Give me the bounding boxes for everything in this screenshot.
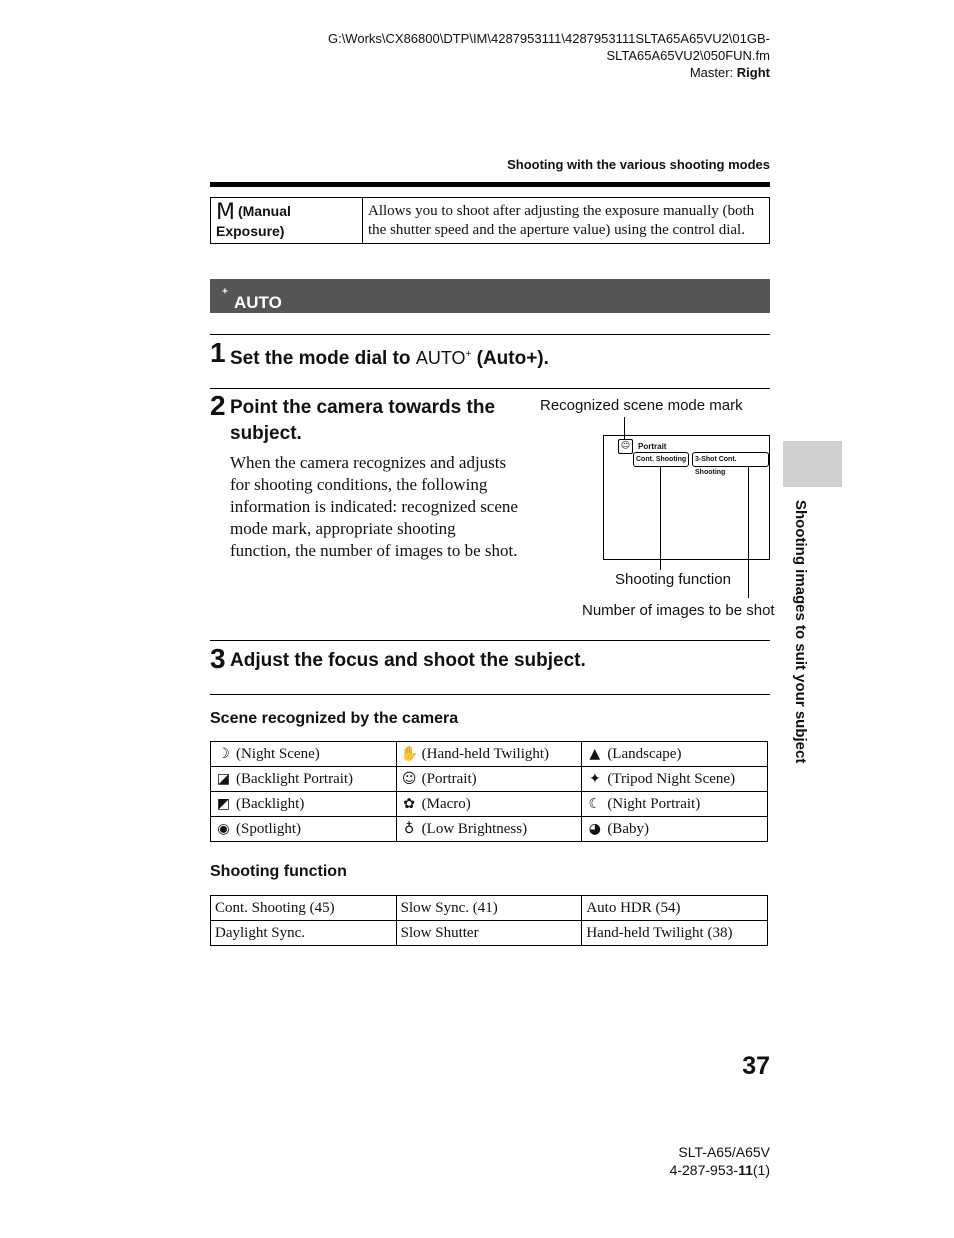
mode-description: Allows you to shoot after adjusting the exposure manually (both the shutter speed and the aperture value) using the control dial. <box>363 198 770 244</box>
table-cell <box>211 767 397 792</box>
low-brightness-icon: ♁ <box>404 820 415 837</box>
table-row <box>211 198 770 244</box>
landscape-icon: ▲ <box>589 745 601 762</box>
cell-label: (Spotlight) <box>236 820 302 837</box>
scene-table <box>210 741 768 842</box>
table-cell: Slow Sync. (41) <box>396 896 582 921</box>
step-divider <box>210 334 770 335</box>
step-1-text <box>230 342 549 372</box>
cell-label: (Night Portrait) <box>607 795 701 812</box>
cell-label: (Low Brightness) <box>421 820 528 837</box>
night-portrait-icon: ☾ <box>588 795 602 812</box>
table-cell <box>582 817 768 842</box>
cell-label: (Macro) <box>421 795 471 812</box>
model-number: SLT-A65/A65V <box>678 1144 770 1160</box>
table-cell: Slow Shutter <box>396 921 582 946</box>
code-revision: 11 <box>738 1162 753 1178</box>
table-cell: Cont. Shooting (45) <box>211 896 397 921</box>
cell-label: (Backlight Portrait) <box>236 770 354 787</box>
page-number: 37 <box>742 1052 770 1080</box>
table-cell <box>211 792 397 817</box>
table-row <box>211 792 768 817</box>
code-suffix: (1) <box>752 1162 770 1178</box>
master-value: Right <box>736 65 770 80</box>
auto-icon-label: AUTO <box>415 348 466 368</box>
leader-line <box>660 466 661 570</box>
master-line <box>328 64 770 81</box>
lcd-screen-illustration <box>603 435 770 560</box>
table-cell <box>582 767 768 792</box>
table-cell <box>396 742 582 767</box>
table-cell: Auto HDR (54) <box>582 896 768 921</box>
step-2-number: 2 <box>210 390 226 421</box>
table-cell <box>396 792 582 817</box>
cell-label: (Backlight) <box>236 795 305 812</box>
auto-plus-sup: + <box>222 286 228 298</box>
function-heading: Shooting function <box>210 863 347 880</box>
top-rule <box>210 182 770 187</box>
auto-mode-icon <box>416 348 472 368</box>
portrait-icon: ☺ <box>401 770 417 787</box>
table-cell <box>211 817 397 842</box>
cell-label: (Landscape) <box>607 745 682 762</box>
table-cell <box>582 742 768 767</box>
table-row <box>211 896 768 921</box>
scene-heading: Scene recognized by the camera <box>210 710 459 727</box>
manual-exposure-table <box>210 197 770 244</box>
backlight-icon: ◩ <box>216 795 231 812</box>
table-row <box>211 742 768 767</box>
auto-icon-sup: + <box>465 349 472 360</box>
code-prefix: 4-287-953- <box>669 1162 739 1178</box>
table-cell <box>582 792 768 817</box>
mode-name: (Manual Exposure) <box>216 203 291 239</box>
file-path-line2: SLTA65A65VU2\050FUN.fm <box>606 48 770 63</box>
cell-label: (Portrait) <box>421 770 477 787</box>
file-path-header <box>328 30 770 81</box>
step-2-body: When the camera recognizes and adjusts for shooting conditions, the following information is indicated: recognized scene mode mark, appropriate shooting function, the number of images to be shot. <box>230 453 518 560</box>
mode-cell <box>211 198 363 244</box>
shooting-function-label: Shooting function <box>615 571 731 588</box>
table-cell: Hand-held Twilight (38) <box>582 921 768 946</box>
table-cell <box>396 817 582 842</box>
manual-mode-icon: M <box>216 200 235 225</box>
footer <box>670 1143 770 1179</box>
document-code <box>670 1161 770 1179</box>
table-row <box>211 767 768 792</box>
step-1-post: (Auto+). <box>471 348 549 369</box>
step-2-text: Point the camera towards the subject. <box>230 397 496 444</box>
step-divider <box>210 640 770 641</box>
running-title: Shooting with the various shooting modes <box>507 157 770 172</box>
table-cell: Daylight Sync. <box>211 921 397 946</box>
image-count-label: Number of images to be shot <box>582 602 775 619</box>
screen-mode-text: Portrait <box>638 442 667 451</box>
section-title <box>222 286 282 312</box>
chapter-tab-text: Shooting images to suit your subject <box>792 500 809 764</box>
baby-icon: ◕ <box>588 820 601 837</box>
backlight-portrait-icon: ◪ <box>216 770 231 787</box>
leader-line <box>748 466 749 598</box>
step-1-number: 1 <box>210 337 226 368</box>
table-cell <box>211 742 397 767</box>
night-scene-icon: ☽ <box>217 745 230 762</box>
master-label: Master: <box>689 65 737 80</box>
spotlight-icon: ◉ <box>217 820 230 837</box>
macro-icon: ✿ <box>403 795 416 812</box>
step-1-pre: Set the mode dial to <box>230 348 416 369</box>
hand-held-twilight-icon: ✋ <box>400 745 419 762</box>
cell-label: (Hand-held Twilight) <box>421 745 550 762</box>
shooting-function-chip: Cont. Shooting <box>633 452 689 467</box>
table-row <box>211 921 768 946</box>
step-3-text: Adjust the focus and shoot the subject. <box>230 650 586 671</box>
chapter-tab <box>783 441 842 487</box>
step-3-number: 3 <box>210 643 226 674</box>
cell-label: (Baby) <box>607 820 649 837</box>
cell-label: (Night Scene) <box>236 745 320 762</box>
section-divider <box>210 694 770 695</box>
image-count-chip: 3-Shot Cont. Shooting <box>692 452 769 467</box>
cell-label: (Tripod Night Scene) <box>607 770 736 787</box>
portrait-scene-icon: ☺ <box>618 439 633 454</box>
auto-plus-icon: AUTO <box>234 293 282 312</box>
file-path-line1: G:\Works\CX86800\DTP\IM\4287953111\4287953111SLTA65A65VU2\01GB- <box>327 31 770 46</box>
tripod-night-scene-icon: ✦ <box>588 770 601 787</box>
function-table <box>210 895 768 946</box>
recognized-scene-label: Recognized scene mode mark <box>540 397 743 414</box>
table-row <box>211 817 768 842</box>
table-cell <box>396 767 582 792</box>
section-heading-band <box>210 279 770 313</box>
step-divider <box>210 388 770 389</box>
